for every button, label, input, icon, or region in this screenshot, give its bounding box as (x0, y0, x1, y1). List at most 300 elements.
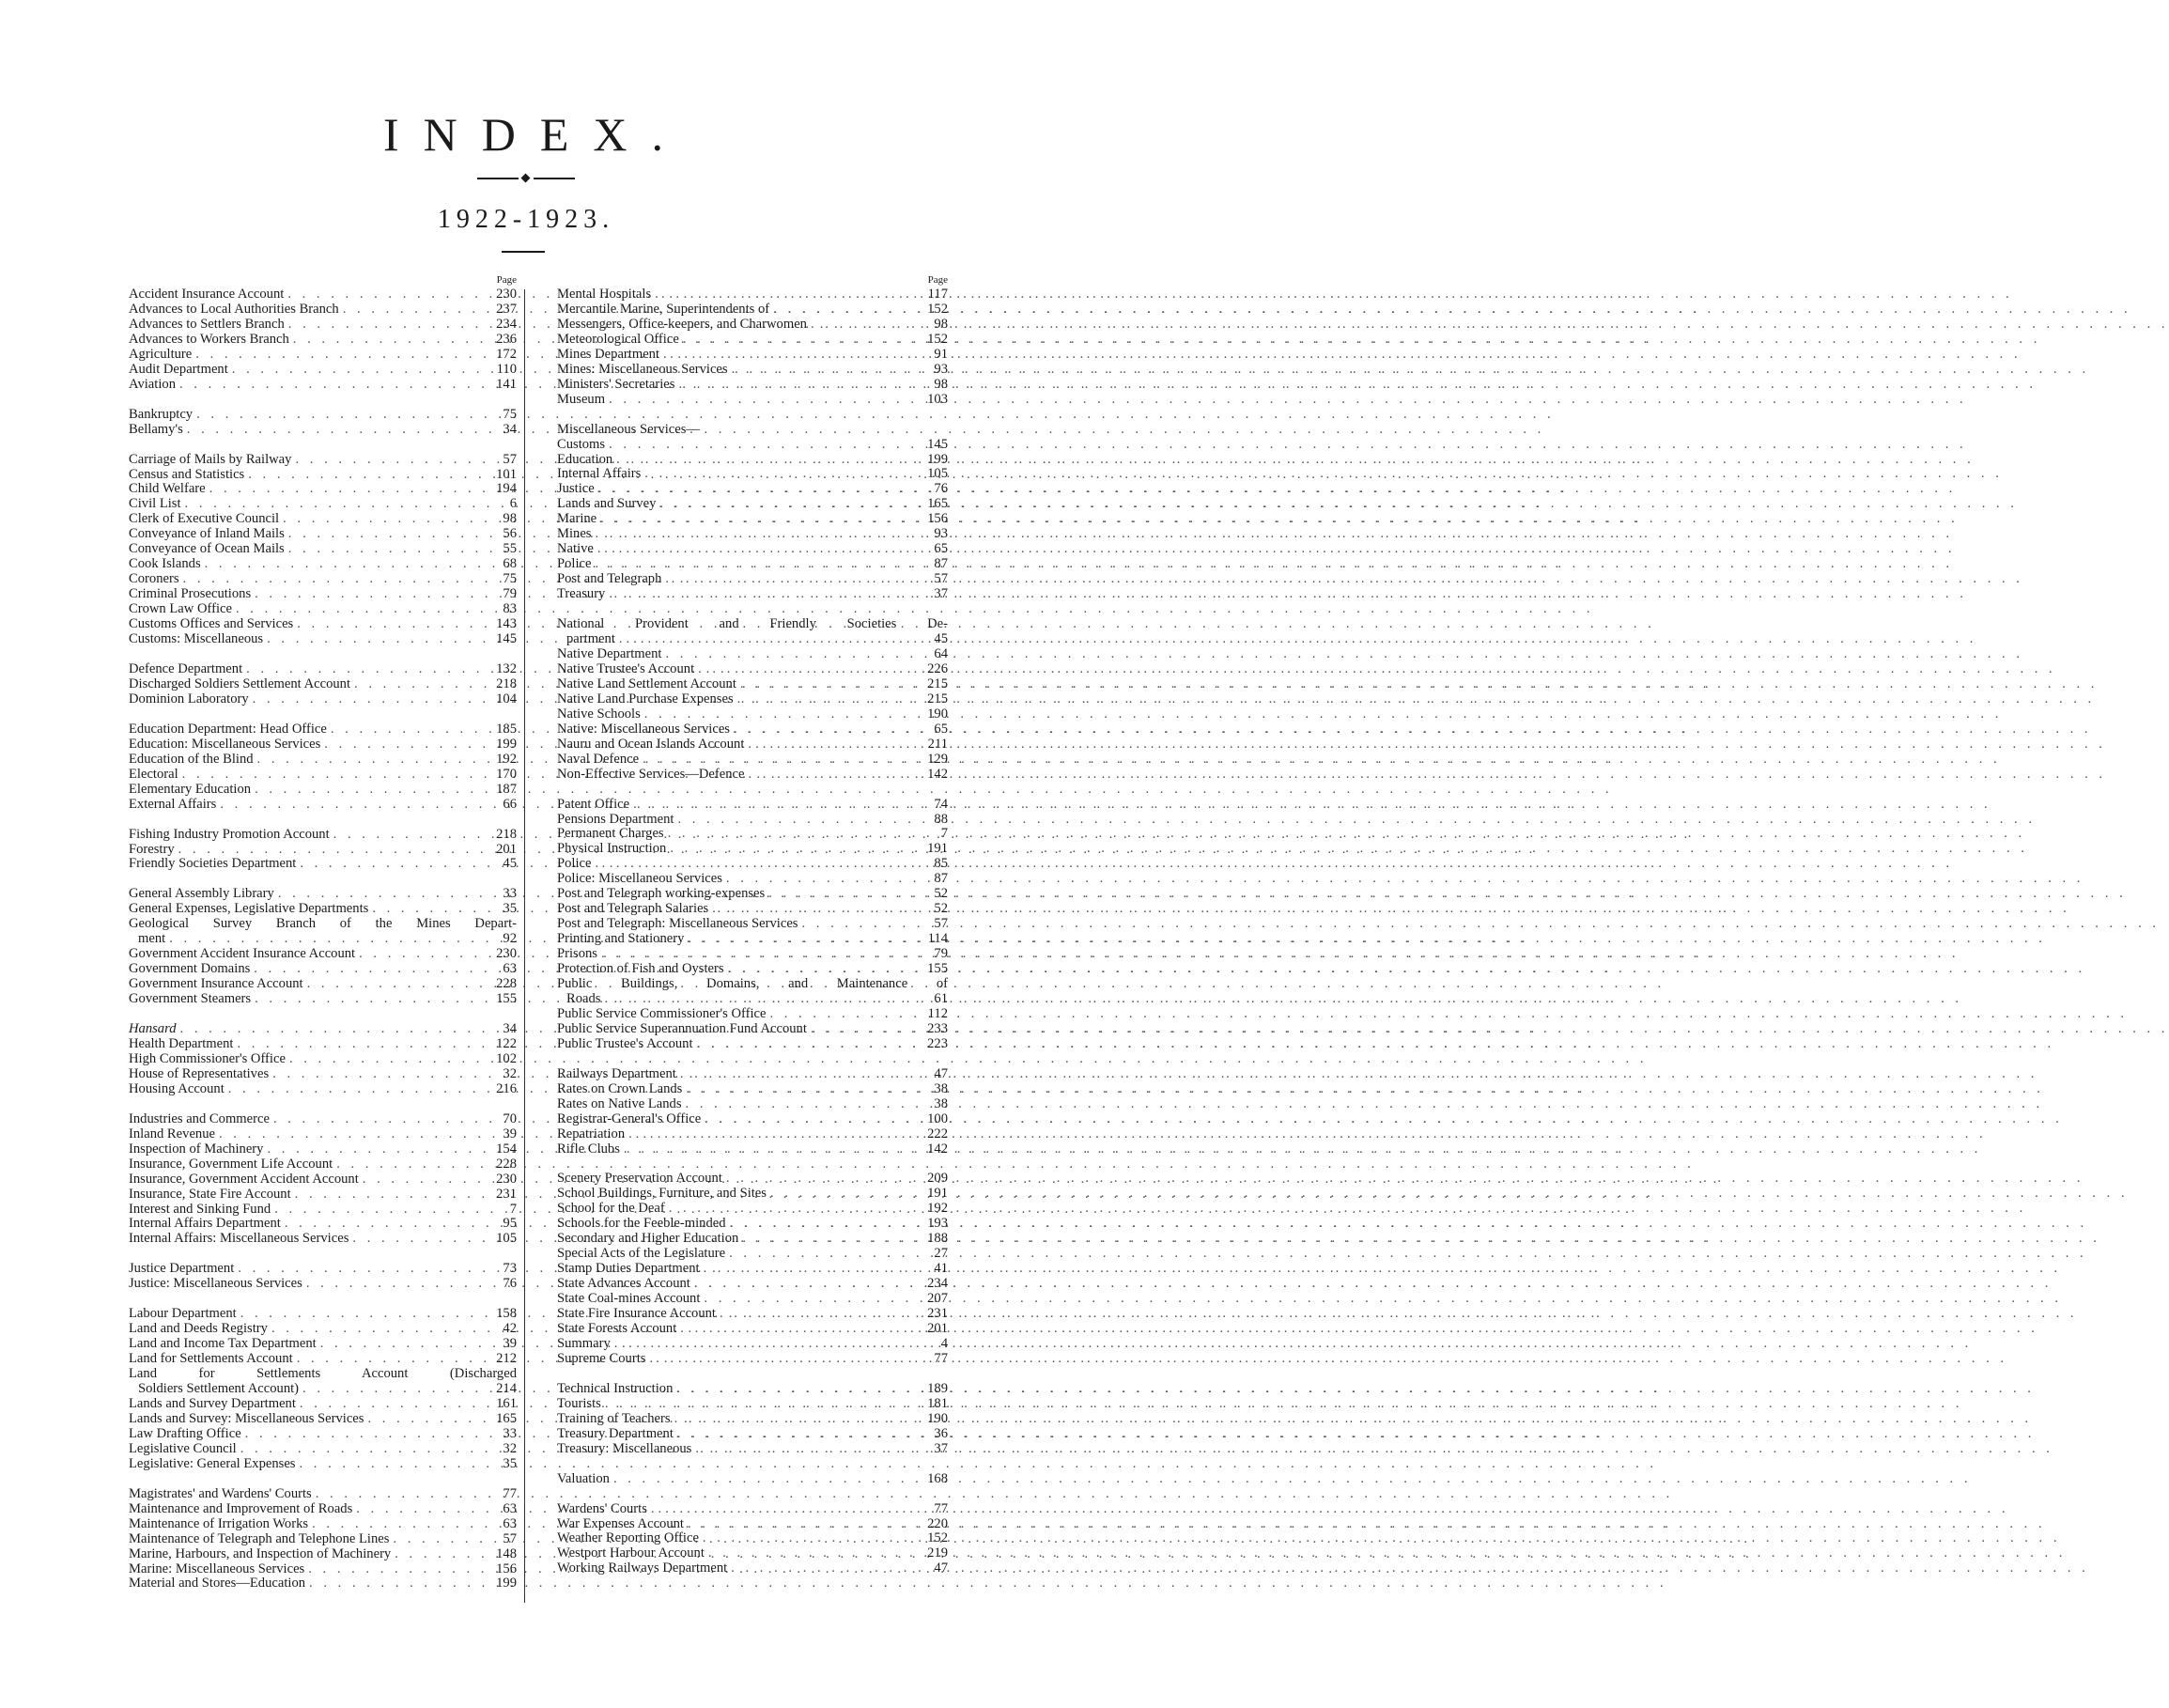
leader-dots (691, 1442, 920, 1457)
entry-name: Conveyance of Ocean Mails (129, 541, 285, 557)
index-entry (557, 287, 948, 303)
index-entry (129, 828, 517, 843)
index-entry (129, 617, 517, 632)
entry-name: Public Trustee's Account (557, 1035, 693, 1051)
leader-dots (271, 1203, 488, 1218)
entry-name: Post and Telegraph Salaries (557, 901, 709, 917)
index-entry-continuation (557, 992, 948, 1007)
leader-dots (625, 1127, 920, 1142)
index-column-right (557, 272, 948, 1576)
entry-name: High Commissioner's Office (129, 1050, 286, 1066)
page-column-header: Page (496, 274, 517, 286)
leader-dots (674, 1427, 920, 1442)
index-entry (557, 827, 948, 842)
leader-dots (178, 768, 488, 783)
entry-page-number: 45 (503, 856, 517, 872)
leader-dots (330, 828, 488, 843)
entry-name: Legislative Council (129, 1440, 237, 1456)
entry-name: External Affairs (129, 796, 217, 812)
leader-dots (684, 932, 920, 947)
index-entry (129, 1562, 517, 1577)
entry-page-number: 36 (934, 1425, 948, 1441)
entry-page-number: 191 (927, 1186, 948, 1202)
index-entry (129, 1576, 517, 1592)
entry-name: Printing and Stationery (557, 931, 685, 947)
index-entry (129, 1352, 517, 1367)
entry-name: State Advances Account (557, 1276, 690, 1292)
entry-name: Lands and Survey: Miscellaneous Services (129, 1410, 364, 1426)
index-entry (129, 1082, 517, 1097)
entry-page-number: 95 (503, 1216, 517, 1232)
leader-dots (216, 798, 488, 813)
leader-dots (364, 1412, 488, 1427)
entry-page-number: 102 (496, 1050, 517, 1066)
entry-page-number: 57 (934, 571, 948, 587)
index-entry (557, 917, 948, 932)
entry-name: Justice: Miscellaneous Services (129, 1276, 302, 1292)
entry-page-number: 38 (934, 1095, 948, 1111)
leader-dots (620, 1142, 920, 1157)
leader-dots (736, 677, 920, 692)
index-entry (129, 692, 517, 707)
entry-name: Coroners (129, 571, 179, 587)
index-entry (557, 1217, 948, 1232)
index-entry (129, 287, 517, 303)
leader-dots (201, 557, 488, 572)
entry-page-number: 165 (496, 1410, 517, 1426)
leader-dots (175, 843, 488, 858)
index-entry (557, 857, 948, 872)
index-entry-continuation (129, 1382, 517, 1397)
entry-page-number: 47 (934, 1560, 948, 1576)
entry-name: Naval Defence (557, 751, 640, 767)
entry-page-number: 165 (927, 496, 948, 512)
index-entry (129, 1457, 517, 1472)
entry-name: Customs: Miscellaneous (129, 631, 264, 647)
leader-dots (769, 303, 920, 318)
entry-name: Census and Statistics (129, 466, 245, 482)
entry-page-number: 74 (934, 796, 948, 812)
entry-name: Customs Offices and Services (129, 616, 294, 632)
entry-name: Dominion Laboratory (129, 691, 249, 706)
entry-name: Land and Income Tax Department (129, 1336, 317, 1352)
index-entry (129, 1052, 517, 1067)
entry-name: Geological Survey Branch of the Mines Depart- (129, 916, 517, 932)
index-entry (129, 1502, 517, 1517)
entry-page-number: 231 (496, 1186, 517, 1202)
index-entry (129, 1203, 517, 1218)
leader-dots (682, 1097, 920, 1112)
index-entry (557, 1322, 948, 1337)
entry-name: Legislative: General Expenses (129, 1455, 296, 1471)
entry-name: Government Accident Insurance Account (129, 946, 356, 962)
entry-page-number: 199 (496, 736, 517, 752)
index-entry (129, 1067, 517, 1082)
entry-name: Mines: Miscellaneous Services (557, 361, 728, 377)
entry-name: Tourists (557, 1395, 601, 1411)
leader-dots (308, 1517, 488, 1532)
entry-name: School for the Deaf (557, 1201, 665, 1217)
index-entry (557, 932, 948, 947)
entry-page-number: 6 (509, 496, 517, 512)
leader-dots (339, 303, 488, 318)
leader-dots (596, 512, 920, 527)
entry-name: Justice Department (129, 1261, 235, 1277)
entry-name: National Provident and Friendly Societies De- (557, 616, 948, 632)
index-entry (557, 512, 948, 527)
entry-name: Police (557, 556, 592, 572)
index-entry (557, 467, 948, 482)
entry-name: Crown Law Office (129, 601, 232, 617)
entry-name: Lands and Survey Department (129, 1396, 296, 1411)
entry-name: Technical Instruction (557, 1380, 674, 1396)
index-entry (129, 1337, 517, 1352)
entry-page-number: 201 (496, 841, 517, 857)
entry-page-number: 33 (503, 886, 517, 902)
leader-dots (605, 393, 920, 408)
entry-name: Bankruptcy (129, 406, 194, 422)
index-entry (129, 1127, 517, 1142)
entry-name-continued: Soldiers Settlement Account) (138, 1381, 300, 1397)
entry-name: Material and Stores—Education (129, 1576, 306, 1592)
entry-page-number: 57 (503, 1530, 517, 1546)
entry-page-number: 42 (503, 1321, 517, 1337)
index-entry (557, 947, 948, 962)
entry-name: Justice (557, 481, 595, 497)
index-entry (129, 602, 517, 617)
entry-name: Meteorological Office (557, 331, 679, 347)
index-entry (557, 842, 948, 857)
entry-page-number: 65 (934, 721, 948, 737)
leader-dots (597, 947, 920, 962)
entry-name: Police: Miscellaneou Services (557, 871, 722, 887)
entry-name: Internal Affairs: Miscellaneous Services (129, 1231, 349, 1247)
index-entry (129, 1547, 517, 1562)
entry-name: Ministers' Secretaries (557, 376, 675, 392)
year-heading: 1922-1923. (437, 205, 615, 234)
index-entry (129, 1442, 517, 1457)
entry-name: Agriculture (129, 346, 193, 362)
index-entry (557, 348, 948, 363)
index-entry (129, 1427, 517, 1442)
index-entry (557, 438, 948, 453)
entry-page-number: 76 (934, 481, 948, 497)
entry-name: Marine: Miscellaneous Services (129, 1560, 305, 1576)
index-entry (129, 1217, 517, 1232)
entry-page-number: 172 (496, 346, 517, 362)
index-entry (557, 1082, 948, 1097)
leader-dots (296, 1457, 489, 1472)
index-entry (129, 572, 517, 587)
leader-dots (722, 872, 920, 887)
entry-name: Education Department: Head Office (129, 721, 327, 737)
leader-dots (165, 932, 488, 947)
leader-dots (605, 438, 920, 453)
entry-page-number: 79 (503, 586, 517, 602)
index-entry (129, 753, 517, 768)
entry-name: Maintenance and Improvement of Roads (129, 1500, 353, 1516)
entry-name: Discharged Soldiers Settlement Account (129, 675, 351, 691)
index-entry (129, 587, 517, 602)
entry-name: Non-Effective Services—Defence (557, 766, 745, 782)
entry-page-number: 145 (496, 631, 517, 647)
leader-dots (254, 753, 488, 768)
index-entry-wrapped (557, 977, 948, 992)
index-entry (557, 1546, 948, 1561)
entry-name: Secondary and Higher Education (557, 1231, 739, 1247)
entry-name: Advances to Local Authorities Branch (129, 301, 339, 317)
index-entry (557, 813, 948, 828)
entry-page-number: 37 (934, 1440, 948, 1456)
entry-page-number: 38 (934, 1080, 948, 1096)
entry-name: Native Trustee's Account (557, 660, 695, 676)
entry-page-number: 110 (496, 361, 517, 377)
leader-dots (659, 348, 920, 363)
entry-name: Repatriation (557, 1126, 626, 1141)
index-entry (557, 1292, 948, 1307)
index-entry (129, 1157, 517, 1172)
index-entry (129, 557, 517, 572)
leader-dots (639, 753, 920, 768)
entry-page-number: 220 (927, 1515, 948, 1531)
entry-name: General Assembly Library (129, 886, 274, 902)
entry-page-number: 199 (496, 1576, 517, 1592)
title-ornament (477, 175, 575, 182)
entry-page-number: 93 (934, 361, 948, 377)
index-subheading: Miscellaneous Services— (557, 421, 700, 437)
entry-page-number: 70 (503, 1110, 517, 1126)
entry-page-number: 63 (503, 1500, 517, 1516)
index-entry (557, 1172, 948, 1187)
entry-name: Stamp Duties Department (557, 1261, 700, 1277)
entry-page-number: 104 (496, 691, 517, 706)
entry-name: Physical Instruction (557, 841, 667, 857)
entry-name: Mines (557, 526, 592, 542)
entry-name: Marine (557, 511, 597, 527)
leader-dots (179, 572, 488, 587)
entry-page-number: 142 (927, 1141, 948, 1157)
leader-dots (293, 617, 488, 632)
index-entry (557, 1337, 948, 1352)
leader-dots (296, 857, 488, 872)
entry-name: Mental Hospitals (557, 287, 652, 302)
entry-name: Hansard (129, 1021, 177, 1037)
index-entry (557, 872, 948, 887)
entry-page-number: 47 (934, 1065, 948, 1081)
entry-name: Clerk of Executive Council (129, 511, 280, 527)
entry-name: Rates on Crown Lands (557, 1080, 683, 1096)
leader-dots (724, 962, 920, 977)
leader-dots (293, 1352, 488, 1367)
index-entry (129, 1232, 517, 1247)
index-entry (129, 798, 517, 813)
entry-page-number: 34 (503, 421, 517, 437)
entry-name: Carriage of Mails by Railway (129, 451, 292, 467)
entry-page-number: 73 (503, 1261, 517, 1277)
leader-dots (279, 512, 488, 527)
leader-dots (296, 1397, 488, 1412)
index-entry (557, 1442, 948, 1457)
entry-page-number: 132 (496, 660, 517, 676)
entry-name: Conveyance of Inland Mails (129, 526, 285, 542)
entry-page-number: 52 (934, 886, 948, 902)
entry-page-number: 142 (927, 766, 948, 782)
leader-dots (726, 1217, 920, 1232)
leader-dots (327, 722, 488, 738)
leader-dots (285, 318, 488, 333)
leader-dots (666, 842, 920, 857)
leader-dots (679, 333, 920, 348)
entry-name: Inspection of Machinery (129, 1141, 264, 1157)
index-entry (557, 1307, 948, 1322)
leader-dots (605, 587, 920, 602)
entry-page-number: 223 (927, 1035, 948, 1051)
index-entry (557, 1097, 948, 1112)
entry-page-number: 68 (503, 556, 517, 572)
index-entry (557, 497, 948, 512)
entry-name: Special Acts of the Legislature (557, 1246, 726, 1262)
index-entry (129, 1262, 517, 1277)
entry-page-number: 228 (496, 976, 517, 992)
leader-dots (767, 1187, 920, 1202)
entry-name: Friendly Societies Department (129, 856, 297, 872)
index-entry (557, 1127, 948, 1142)
page-title: INDEX. (382, 108, 689, 161)
index-entry (557, 1037, 948, 1052)
entry-page-number: 37 (934, 586, 948, 602)
entry-page-number: 75 (503, 406, 517, 422)
leader-dots (391, 1547, 488, 1562)
index-entry (129, 482, 517, 497)
index-entry (557, 1142, 948, 1157)
index-entry (557, 557, 948, 572)
index-entry (129, 677, 517, 692)
entry-name: Insurance, State Fire Account (129, 1186, 291, 1202)
entry-page-number: 100 (927, 1110, 948, 1126)
entry-name-continued: ment (138, 931, 166, 947)
entry-page-number: 52 (934, 901, 948, 917)
entry-page-number: 35 (503, 1455, 517, 1471)
leader-dots (765, 887, 920, 902)
entry-name: Supreme Courts (557, 1350, 646, 1366)
leader-dots (320, 738, 488, 753)
entry-page-number: 77 (503, 1485, 517, 1501)
entry-name: Mines Department (557, 346, 660, 362)
entry-name: Public Service Commissioner's Office (557, 1005, 767, 1021)
leader-dots (181, 497, 488, 512)
column-divider (524, 289, 525, 1603)
entry-page-number: 233 (927, 1020, 948, 1036)
index-entry (129, 1532, 517, 1547)
index-entry (557, 1232, 948, 1247)
index-entry (129, 542, 517, 557)
entry-page-number: 79 (934, 946, 948, 962)
entry-name: Pensions Department (557, 811, 674, 827)
index-entry (557, 962, 948, 977)
entry-page-number: 230 (496, 946, 517, 962)
leader-dots (595, 482, 920, 497)
index-entry (557, 1007, 948, 1022)
entry-name: Advances to Workers Branch (129, 331, 289, 347)
leader-dots (700, 1292, 920, 1307)
entry-name: Accident Insurance Account (129, 287, 285, 302)
entry-page-number: 193 (927, 1216, 948, 1232)
index-column-left (129, 272, 517, 1592)
index-entry (557, 1517, 948, 1532)
entry-page-number: 170 (496, 766, 517, 782)
entry-name: Government Domains (129, 961, 251, 977)
entry-page-number: 234 (496, 316, 517, 332)
leader-dots (352, 1502, 488, 1517)
entry-page-number: 228 (496, 1156, 517, 1172)
entry-name: Police (557, 856, 592, 872)
entry-page-number: 143 (496, 616, 517, 632)
index-entry-continuation (129, 932, 517, 947)
leader-dots (269, 1067, 488, 1082)
leader-dots (684, 1517, 920, 1532)
entry-page-number: 105 (496, 1231, 517, 1247)
entry-name: Post and Telegraph (557, 571, 662, 587)
index-entry (557, 333, 948, 348)
leader-dots (716, 1307, 920, 1322)
leader-dots (600, 992, 920, 1007)
leader-dots (176, 378, 488, 393)
entry-name: Customs (557, 436, 606, 452)
leader-dots (682, 1082, 920, 1097)
index-entry (557, 1472, 948, 1487)
entry-name: Marine, Harbours, and Inspection of Machinery (129, 1545, 392, 1561)
leader-dots (699, 1531, 920, 1546)
leader-dots (674, 378, 920, 393)
index-entry (129, 843, 517, 858)
entry-page-number: 64 (934, 645, 948, 661)
index-entry (129, 1487, 517, 1502)
leader-dots (333, 1157, 488, 1172)
index-entry (557, 1352, 948, 1367)
entry-page-number: 57 (503, 451, 517, 467)
entry-page-number: 33 (503, 1425, 517, 1441)
entry-page-number: 93 (934, 526, 948, 542)
leader-dots (674, 813, 920, 828)
leader-dots (312, 1487, 488, 1502)
leader-dots (193, 408, 488, 423)
entry-name: Native Department (557, 645, 662, 661)
entry-name: Prisons (557, 946, 597, 962)
index-entry (129, 947, 517, 962)
index-entry (557, 768, 948, 783)
entry-page-number: 185 (496, 721, 517, 737)
entry-name: Lands and Survey (557, 496, 657, 512)
entry-page-number: 103 (927, 391, 948, 407)
index-entry (557, 902, 948, 917)
entry-name: State Forests Account (557, 1321, 677, 1336)
entry-name: Government Insurance Account (129, 976, 303, 992)
entry-page-number: 199 (927, 451, 948, 467)
entry-page-number: 117 (927, 287, 948, 302)
leader-dots (807, 318, 920, 333)
leader-dots (671, 1412, 920, 1427)
entry-name: Industries and Commerce (129, 1110, 270, 1126)
entry-page-number: 156 (496, 1560, 517, 1576)
index-entry (129, 1037, 517, 1052)
entry-page-number: 152 (927, 301, 948, 317)
index-entry (129, 992, 517, 1007)
entry-page-number: 230 (496, 287, 517, 302)
index-entry (129, 512, 517, 527)
entry-name: Elementary Education (129, 781, 252, 797)
leader-dots (727, 1561, 920, 1576)
entry-page-number: 158 (496, 1306, 517, 1322)
